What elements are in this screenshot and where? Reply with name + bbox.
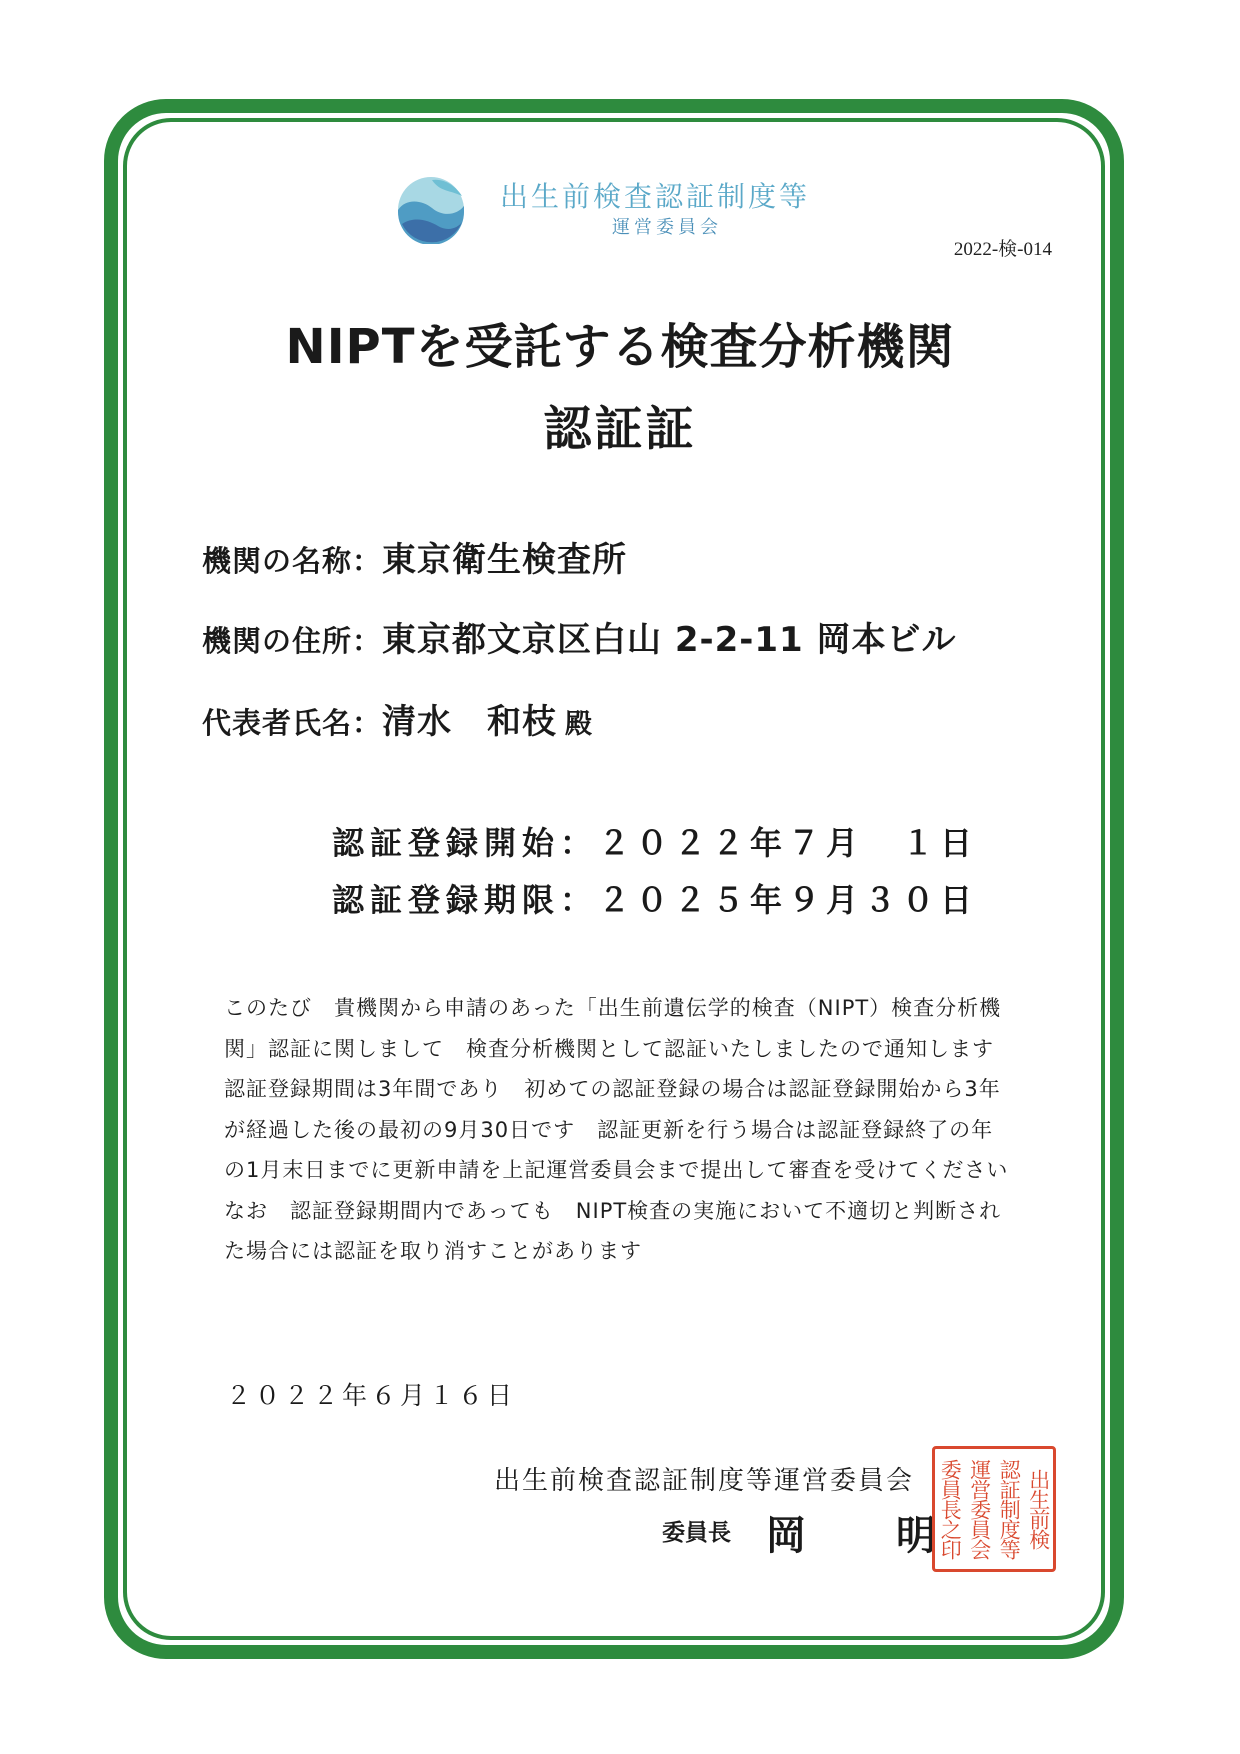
institution-address-row <box>202 612 957 661</box>
chair-family-name: 岡 <box>766 1512 806 1559</box>
institution-address-value: 東京都文京区白山 2-2-11 岡本ビル <box>382 620 957 660</box>
chair-given-name: 明 <box>896 1512 936 1559</box>
institution-name-value: 東京衛生検査所 <box>382 540 628 580</box>
issue-date: ２０２２年６月１６日 <box>226 1381 517 1410</box>
committee-name: 出生前検査認証制度等運営委員会 <box>494 1466 915 1496</box>
document-number: 2022-検-014 <box>953 239 1052 260</box>
seal-text <box>935 1449 1053 1569</box>
registration-end: 認証登録期限：２０２５年９月３０日 <box>332 881 979 919</box>
institution-address-label: 機関の住所： <box>202 624 383 658</box>
chair-title: 委員長 <box>662 1519 731 1546</box>
representative-label: 代表者氏名： <box>202 706 383 740</box>
representative-value: 清水 和枝 <box>382 702 558 742</box>
seal-column: 出生前検 <box>1026 1469 1051 1549</box>
notice-body <box>224 988 1031 1272</box>
wave-logo-icon <box>392 172 470 244</box>
institution-name-label: 機関の名称： <box>202 544 383 578</box>
seal-column: 運営委員会 <box>967 1459 992 1559</box>
seal-column: 委員長之印 <box>938 1459 963 1559</box>
official-seal-stamp <box>932 1446 1056 1572</box>
seal-column: 認証制度等 <box>997 1459 1022 1559</box>
institution-name-row <box>202 532 627 581</box>
notice-paragraph-1: このたび 貴機関から申請のあった「出生前遺伝学的検査（NIPT）検査分析機関」認証に関しまして 検査分析機関として認証いたしましたので通知します <box>224 996 1002 1061</box>
org-name: 出生前検査認証制度等 <box>500 180 811 213</box>
representative-row <box>202 694 592 743</box>
certificate-title: NIPTを受託する検査分析機関 <box>285 319 955 375</box>
org-subtitle: 運営委員会 <box>612 217 722 238</box>
registration-start: 認証登録開始：２０２２年７月 １日 <box>332 824 979 862</box>
honorific: 殿 <box>565 709 593 740</box>
certificate-subtitle: 認証証 <box>543 401 697 457</box>
notice-paragraph-2: 認証登録期間は3年間であり 初めての認証登録の場合は認証登録開始から3年が経過した後の最初の9月30日です 認証更新を行う場合は認証登録終了の年の1月末日までに更新申請を上記運営委員会まで提出して審査を受けてください なお 認証登録期間内であっても NIPT検査の実施において不適切と判断された場合には認証を取り消すことがあります <box>224 1077 1031 1263</box>
